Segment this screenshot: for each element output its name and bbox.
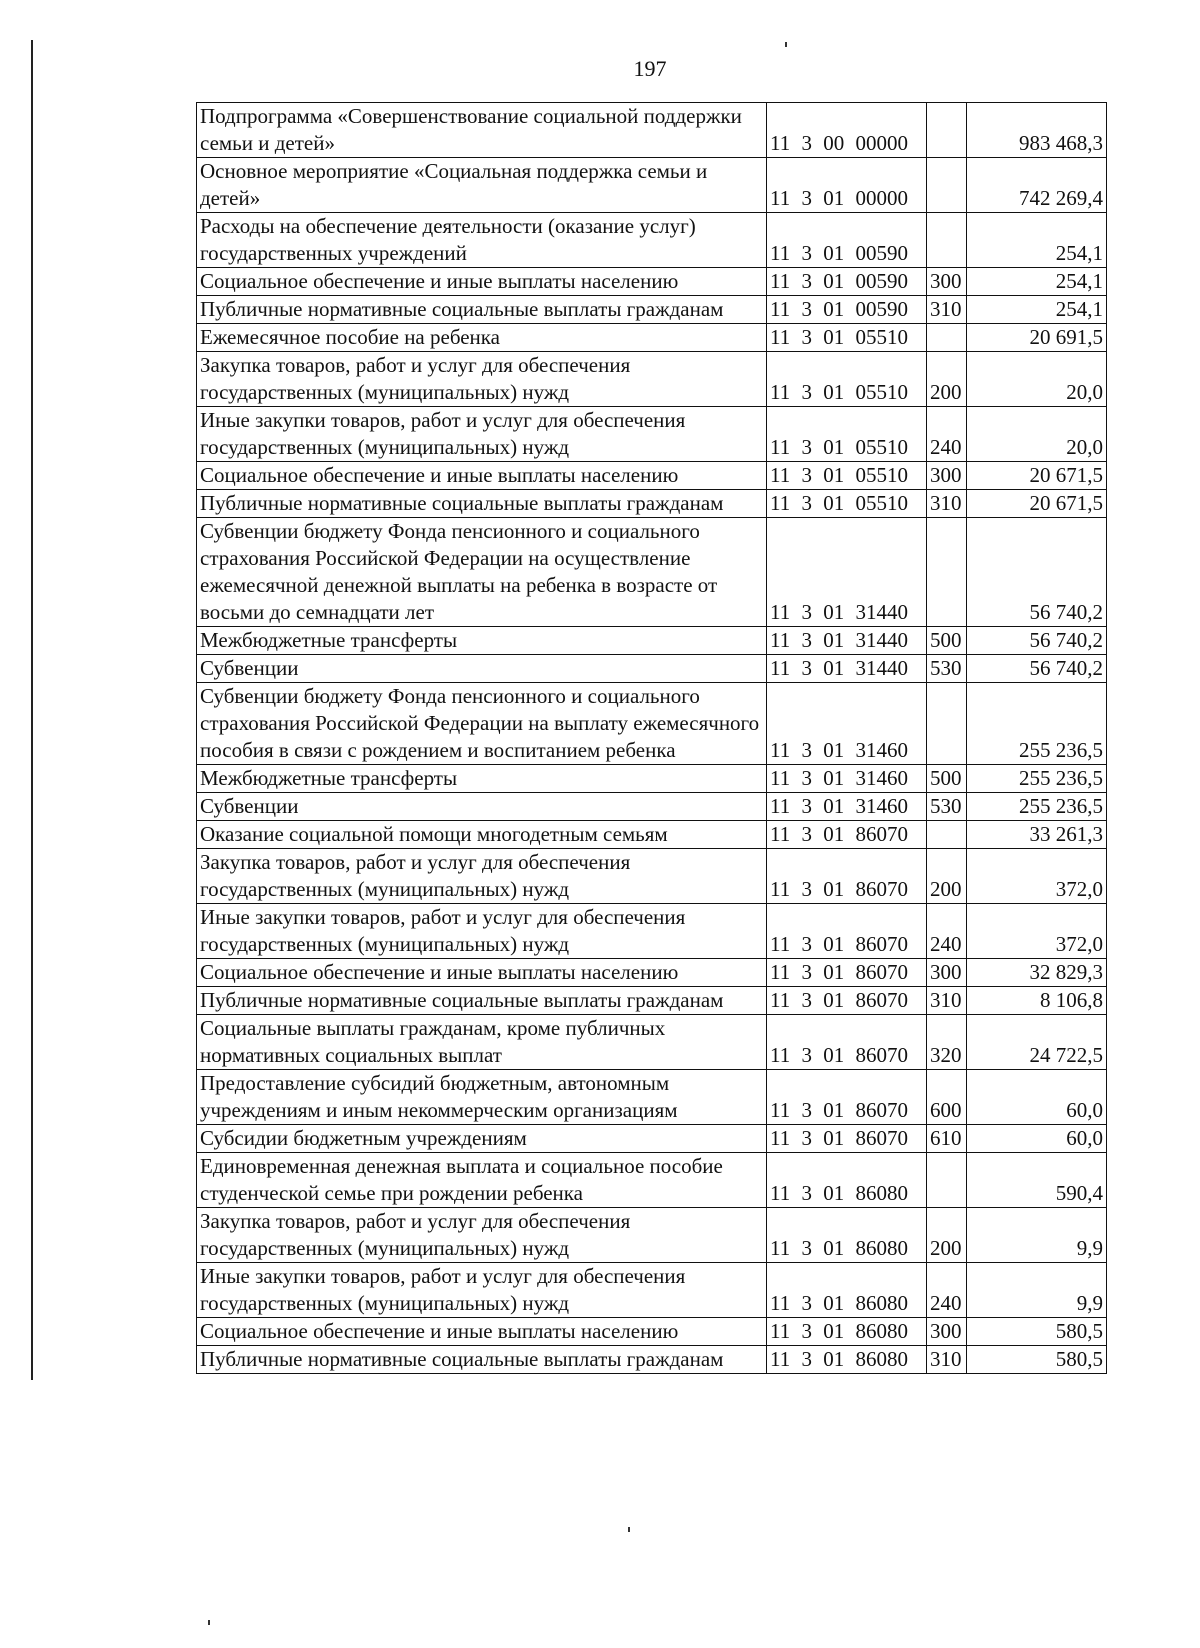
table-row (197, 1153, 1107, 1208)
row-name-cell: Иные закупки товаров, работ и услуг для обеспечения государственных (муниципальных) нужд (197, 904, 767, 959)
row-code-cell: 11 3 01 86070 (767, 821, 927, 849)
row-code-cell: 11 3 01 31460 (767, 683, 927, 765)
row-kvr-cell: 310 (927, 296, 967, 324)
row-sum-cell: 60,0 (967, 1070, 1107, 1125)
row-name-cell: Публичные нормативные социальные выплаты гражданам (197, 490, 767, 518)
row-name-cell: Публичные нормативные социальные выплаты гражданам (197, 1346, 767, 1374)
row-kvr-cell: 530 (927, 655, 967, 683)
row-code-cell: 11 3 01 00590 (767, 296, 927, 324)
page-number: 197 (633, 56, 667, 81)
scan-speck (208, 1620, 210, 1625)
row-kvr-cell: 240 (927, 904, 967, 959)
row-kvr-cell: 240 (927, 1263, 967, 1318)
row-code-cell: 11 3 01 00000 (767, 158, 927, 213)
table-row (197, 959, 1107, 987)
row-code-cell: 11 3 01 31440 (767, 655, 927, 683)
row-kvr-cell: 300 (927, 1318, 967, 1346)
row-code-cell: 11 3 01 31460 (767, 793, 927, 821)
row-code-cell: 11 3 01 05510 (767, 324, 927, 352)
row-kvr-cell (927, 821, 967, 849)
row-kvr-cell: 300 (927, 268, 967, 296)
row-sum-cell: 20 671,5 (967, 462, 1107, 490)
row-name-cell: Социальное обеспечение и иные выплаты населению (197, 959, 767, 987)
row-kvr-cell (927, 518, 967, 627)
row-kvr-cell (927, 324, 967, 352)
row-sum-cell: 60,0 (967, 1125, 1107, 1153)
row-name-cell: Иные закупки товаров, работ и услуг для обеспечения государственных (муниципальных) нужд (197, 1263, 767, 1318)
row-code-cell: 11 3 01 05510 (767, 407, 927, 462)
row-code-cell: 11 3 01 00590 (767, 213, 927, 268)
table-row (197, 849, 1107, 904)
row-kvr-cell: 240 (927, 407, 967, 462)
row-sum-cell: 9,9 (967, 1263, 1107, 1318)
row-name-cell: Ежемесячное пособие на ребенка (197, 324, 767, 352)
row-sum-cell: 372,0 (967, 904, 1107, 959)
row-code-cell: 11 3 01 05510 (767, 490, 927, 518)
row-kvr-cell: 310 (927, 490, 967, 518)
budget-table (196, 102, 1107, 1374)
row-sum-cell: 33 261,3 (967, 821, 1107, 849)
row-name-cell: Публичные нормативные социальные выплаты гражданам (197, 296, 767, 324)
row-kvr-cell: 200 (927, 849, 967, 904)
row-sum-cell: 255 236,5 (967, 765, 1107, 793)
scan-speck (785, 42, 787, 47)
table-row (197, 268, 1107, 296)
table-row (197, 821, 1107, 849)
table-row (197, 793, 1107, 821)
row-code-cell: 11 3 01 31440 (767, 518, 927, 627)
row-code-cell: 11 3 01 86070 (767, 849, 927, 904)
row-sum-cell: 580,5 (967, 1346, 1107, 1374)
row-code-cell: 11 3 01 86070 (767, 1070, 927, 1125)
row-code-cell: 11 3 01 05510 (767, 462, 927, 490)
row-code-cell: 11 3 01 05510 (767, 352, 927, 407)
table-row (197, 1208, 1107, 1263)
row-name-cell: Основное мероприятие «Социальная поддержка семьи и детей» (197, 158, 767, 213)
row-kvr-cell: 500 (927, 765, 967, 793)
row-name-cell: Социальное обеспечение и иные выплаты населению (197, 1318, 767, 1346)
row-sum-cell: 254,1 (967, 296, 1107, 324)
row-code-cell: 11 3 01 86080 (767, 1346, 927, 1374)
table-row (197, 158, 1107, 213)
row-kvr-cell: 610 (927, 1125, 967, 1153)
row-name-cell: Подпрограмма «Совершенствование социальной поддержки семьи и детей» (197, 103, 767, 158)
row-kvr-cell: 320 (927, 1015, 967, 1070)
table-row (197, 518, 1107, 627)
row-kvr-cell: 530 (927, 793, 967, 821)
row-name-cell: Расходы на обеспечение деятельности (оказание услуг) государственных учреждений (197, 213, 767, 268)
row-name-cell: Закупка товаров, работ и услуг для обеспечения государственных (муниципальных) нужд (197, 849, 767, 904)
row-name-cell: Субвенции бюджету Фонда пенсионного и социального страхования Российской Федерации на выплату ежемесячного пособия в связи с рождением и воспитанием ребенка (197, 683, 767, 765)
row-sum-cell: 255 236,5 (967, 683, 1107, 765)
table-row (197, 1263, 1107, 1318)
row-code-cell: 11 3 01 86080 (767, 1208, 927, 1263)
row-name-cell: Субсидии бюджетным учреждениям (197, 1125, 767, 1153)
row-kvr-cell: 310 (927, 1346, 967, 1374)
table-row (197, 627, 1107, 655)
budget-table-body (197, 103, 1107, 1374)
row-sum-cell: 983 468,3 (967, 103, 1107, 158)
table-row (197, 1346, 1107, 1374)
row-sum-cell: 20,0 (967, 352, 1107, 407)
row-sum-cell: 20,0 (967, 407, 1107, 462)
table-row (197, 1125, 1107, 1153)
row-code-cell: 11 3 01 86070 (767, 904, 927, 959)
row-code-cell: 11 3 01 86080 (767, 1153, 927, 1208)
table-row (197, 765, 1107, 793)
row-name-cell: Субвенции (197, 793, 767, 821)
row-sum-cell: 255 236,5 (967, 793, 1107, 821)
row-name-cell: Иные закупки товаров, работ и услуг для обеспечения государственных (муниципальных) нужд (197, 407, 767, 462)
table-row (197, 655, 1107, 683)
row-kvr-cell: 300 (927, 462, 967, 490)
row-code-cell: 11 3 01 86070 (767, 987, 927, 1015)
row-kvr-cell (927, 683, 967, 765)
row-name-cell: Социальное обеспечение и иные выплаты населению (197, 462, 767, 490)
row-sum-cell: 254,1 (967, 268, 1107, 296)
row-code-cell: 11 3 01 31440 (767, 627, 927, 655)
row-name-cell: Закупка товаров, работ и услуг для обеспечения государственных (муниципальных) нужд (197, 1208, 767, 1263)
row-kvr-cell (927, 1153, 967, 1208)
row-code-cell: 11 3 01 86070 (767, 959, 927, 987)
row-kvr-cell: 200 (927, 352, 967, 407)
table-row (197, 987, 1107, 1015)
row-sum-cell: 20 691,5 (967, 324, 1107, 352)
row-name-cell: Предоставление субсидий бюджетным, автономным учреждениям и иным некоммерческим организациям (197, 1070, 767, 1125)
row-kvr-cell: 600 (927, 1070, 967, 1125)
row-name-cell: Оказание социальной помощи многодетным семьям (197, 821, 767, 849)
row-code-cell: 11 3 01 86070 (767, 1015, 927, 1070)
scan-margin-line (31, 40, 33, 1380)
row-name-cell: Межбюджетные трансферты (197, 627, 767, 655)
row-kvr-cell: 310 (927, 987, 967, 1015)
table-row (197, 296, 1107, 324)
row-name-cell: Субвенции бюджету Фонда пенсионного и социального страхования Российской Федерации на осуществление ежемесячной денежной выплаты на ребенка в возрасте от восьми до семнадцати лет (197, 518, 767, 627)
row-code-cell: 11 3 01 86080 (767, 1318, 927, 1346)
row-sum-cell: 56 740,2 (967, 627, 1107, 655)
row-sum-cell: 9,9 (967, 1208, 1107, 1263)
row-kvr-cell (927, 103, 967, 158)
row-kvr-cell: 200 (927, 1208, 967, 1263)
row-name-cell: Единовременная денежная выплата и социальное пособие студенческой семье при рождении ребенка (197, 1153, 767, 1208)
table-row (197, 407, 1107, 462)
row-sum-cell: 56 740,2 (967, 655, 1107, 683)
table-row (197, 1318, 1107, 1346)
row-sum-cell: 20 671,5 (967, 490, 1107, 518)
table-row (197, 213, 1107, 268)
row-code-cell: 11 3 01 86080 (767, 1263, 927, 1318)
row-kvr-cell: 300 (927, 959, 967, 987)
row-sum-cell: 56 740,2 (967, 518, 1107, 627)
table-row (197, 1015, 1107, 1070)
row-name-cell: Субвенции (197, 655, 767, 683)
row-sum-cell: 590,4 (967, 1153, 1107, 1208)
row-sum-cell: 24 722,5 (967, 1015, 1107, 1070)
row-name-cell: Публичные нормативные социальные выплаты гражданам (197, 987, 767, 1015)
row-code-cell: 11 3 01 00590 (767, 268, 927, 296)
table-row (197, 1070, 1107, 1125)
row-kvr-cell (927, 213, 967, 268)
row-code-cell: 11 3 00 00000 (767, 103, 927, 158)
row-sum-cell: 8 106,8 (967, 987, 1107, 1015)
row-kvr-cell: 500 (927, 627, 967, 655)
row-kvr-cell (927, 158, 967, 213)
row-sum-cell: 32 829,3 (967, 959, 1107, 987)
table-row (197, 352, 1107, 407)
table-row (197, 490, 1107, 518)
table-row (197, 904, 1107, 959)
scan-speck (628, 1527, 630, 1532)
row-name-cell: Социальные выплаты гражданам, кроме публичных нормативных социальных выплат (197, 1015, 767, 1070)
row-sum-cell: 254,1 (967, 213, 1107, 268)
row-code-cell: 11 3 01 31460 (767, 765, 927, 793)
table-row (197, 324, 1107, 352)
row-sum-cell: 742 269,4 (967, 158, 1107, 213)
row-sum-cell: 372,0 (967, 849, 1107, 904)
row-name-cell: Социальное обеспечение и иные выплаты населению (197, 268, 767, 296)
row-name-cell: Межбюджетные трансферты (197, 765, 767, 793)
row-sum-cell: 580,5 (967, 1318, 1107, 1346)
row-code-cell: 11 3 01 86070 (767, 1125, 927, 1153)
row-name-cell: Закупка товаров, работ и услуг для обеспечения государственных (муниципальных) нужд (197, 352, 767, 407)
table-row (197, 683, 1107, 765)
table-row (197, 103, 1107, 158)
table-row (197, 462, 1107, 490)
